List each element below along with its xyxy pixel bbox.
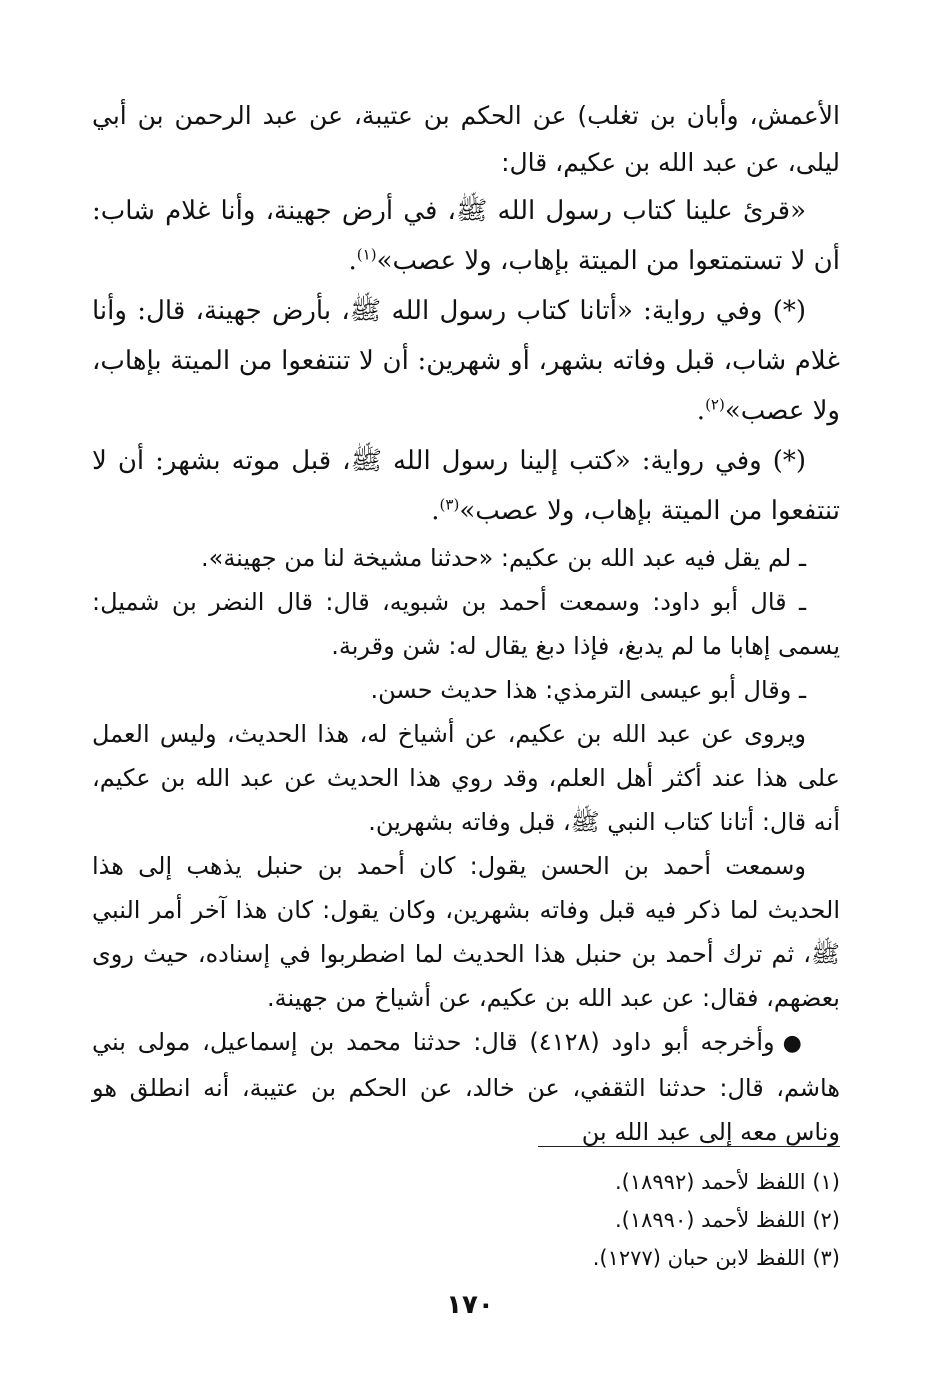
page-number: ١٧٠ xyxy=(446,1290,494,1320)
text-paragraph: ويروى عن عبد الله بن عكيم، عن أشياخ له، هذا الحديث، وليس العمل على هذا عند أكثر أهل العلم، وقد روي هذا الحديث عن عبد الله بن عكيم، أنه قال: أتانا كتاب النبي ﷺ، قبل وفاته بشهرين. xyxy=(92,720,840,836)
footnote-divider xyxy=(538,1146,840,1147)
footnote-ref: (٣) xyxy=(439,495,460,514)
hadith-quote: (*) وفي رواية: «كتب إلينا رسول الله ﷺ، قبل موته بشهر: أن لا تنتفعوا من الميتة بإهاب، ولا عصب»$^{(٣)}$. xyxy=(92,446,840,526)
hadith-text: (*) وفي رواية: «كتب إلينا رسول الله ﷺ، قبل موته بشهر: أن لا تنتفعوا من الميتة بإهاب، ولا عصب» xyxy=(92,446,840,526)
text-paragraph: ـ قال أبو داود: وسمعت أحمد بن شبويه، قال: قال النضر بن شميل: يسمى إهابا ما لم يدبغ، فإذا دبغ يقال له: شن وقربة. xyxy=(92,588,840,660)
hadith-text: (*) وفي رواية: «أتانا كتاب رسول الله ﷺ، بأرض جهينة، قال: وأنا غلام شاب، قبل وفاته بشهر، أو شهرين: أن لا تنتفعوا من الميتة بإهاب، ولا عصب» xyxy=(92,296,840,426)
main-text xyxy=(92,92,840,1154)
footnotes xyxy=(92,1163,840,1277)
hadith-quote: «قرئ علينا كتاب رسول الله ﷺ، في أرض جهينة، وأنا غلام شاب: أن لا تستمتعوا من الميتة بإهاب، ولا عصب»$^{(١)}$. xyxy=(92,196,840,276)
hadith-text: «قرئ علينا كتاب رسول الله ﷺ، في أرض جهينة، وأنا غلام شاب: أن لا تستمتعوا من الميتة بإهاب، ولا عصب» xyxy=(92,196,840,276)
text-paragraph: ـ وقال أبو عيسى الترمذي: هذا حديث حسن. xyxy=(370,676,806,704)
footnote: (٢) اللفظ لأحمد (١٨٩٩٠). xyxy=(614,1208,840,1232)
footnote: (٣) اللفظ لابن حبان (١٢٧٧). xyxy=(592,1246,840,1270)
footnote-ref: (١) xyxy=(356,245,377,264)
text-paragraph: ـ لم يقل فيه عبد الله بن عكيم: «حدثنا مشيخة لنا من جهينة». xyxy=(201,544,806,572)
hadith-quote: (*) وفي رواية: «أتانا كتاب رسول الله ﷺ، بأرض جهينة، قال: وأنا غلام شاب، قبل وفاته بشهر، أو شهرين: أن لا تنتفعوا من الميتة بإهاب، ولا عصب»$^{(٢)}$. xyxy=(92,296,840,426)
text-paragraph xyxy=(92,1020,840,1154)
text-paragraph: الأعمش، وأبان بن تغلب) عن الحكم بن عتيبة، عن عبد الرحمن بن أبي ليلى، عن عبد الله بن عكيم، قال: xyxy=(92,101,840,177)
footnote-ref: (٢) xyxy=(705,395,725,414)
footnote: (١) اللفظ لأحمد (١٨٩٩٢). xyxy=(614,1170,840,1194)
bullet-icon: ● xyxy=(782,1031,806,1056)
text-run: وأخرجه أبو داود (٤١٢٨) قال: حدثنا محمد بن إسماعيل، مولى بني هاشم، قال: حدثنا الثقفي، عن خالد، عن الحكم بن عتيبة، أنه انطلق هو وناس معه إلى عبد الله بن xyxy=(92,1028,840,1146)
text-paragraph: وسمعت أحمد بن الحسن يقول: كان أحمد بن حنبل يذهب إلى هذا الحديث لما ذكر فيه قبل وفاته بشهرين، وكان يقول: كان هذا آخر أمر النبي ﷺ، ثم ترك أحمد بن حنبل هذا الحديث لما اضطربوا في إسناده، حيث روى بعضهم، فقال: عن عبد الله بن عكيم، عن أشياخ من جهينة. xyxy=(92,852,840,1012)
